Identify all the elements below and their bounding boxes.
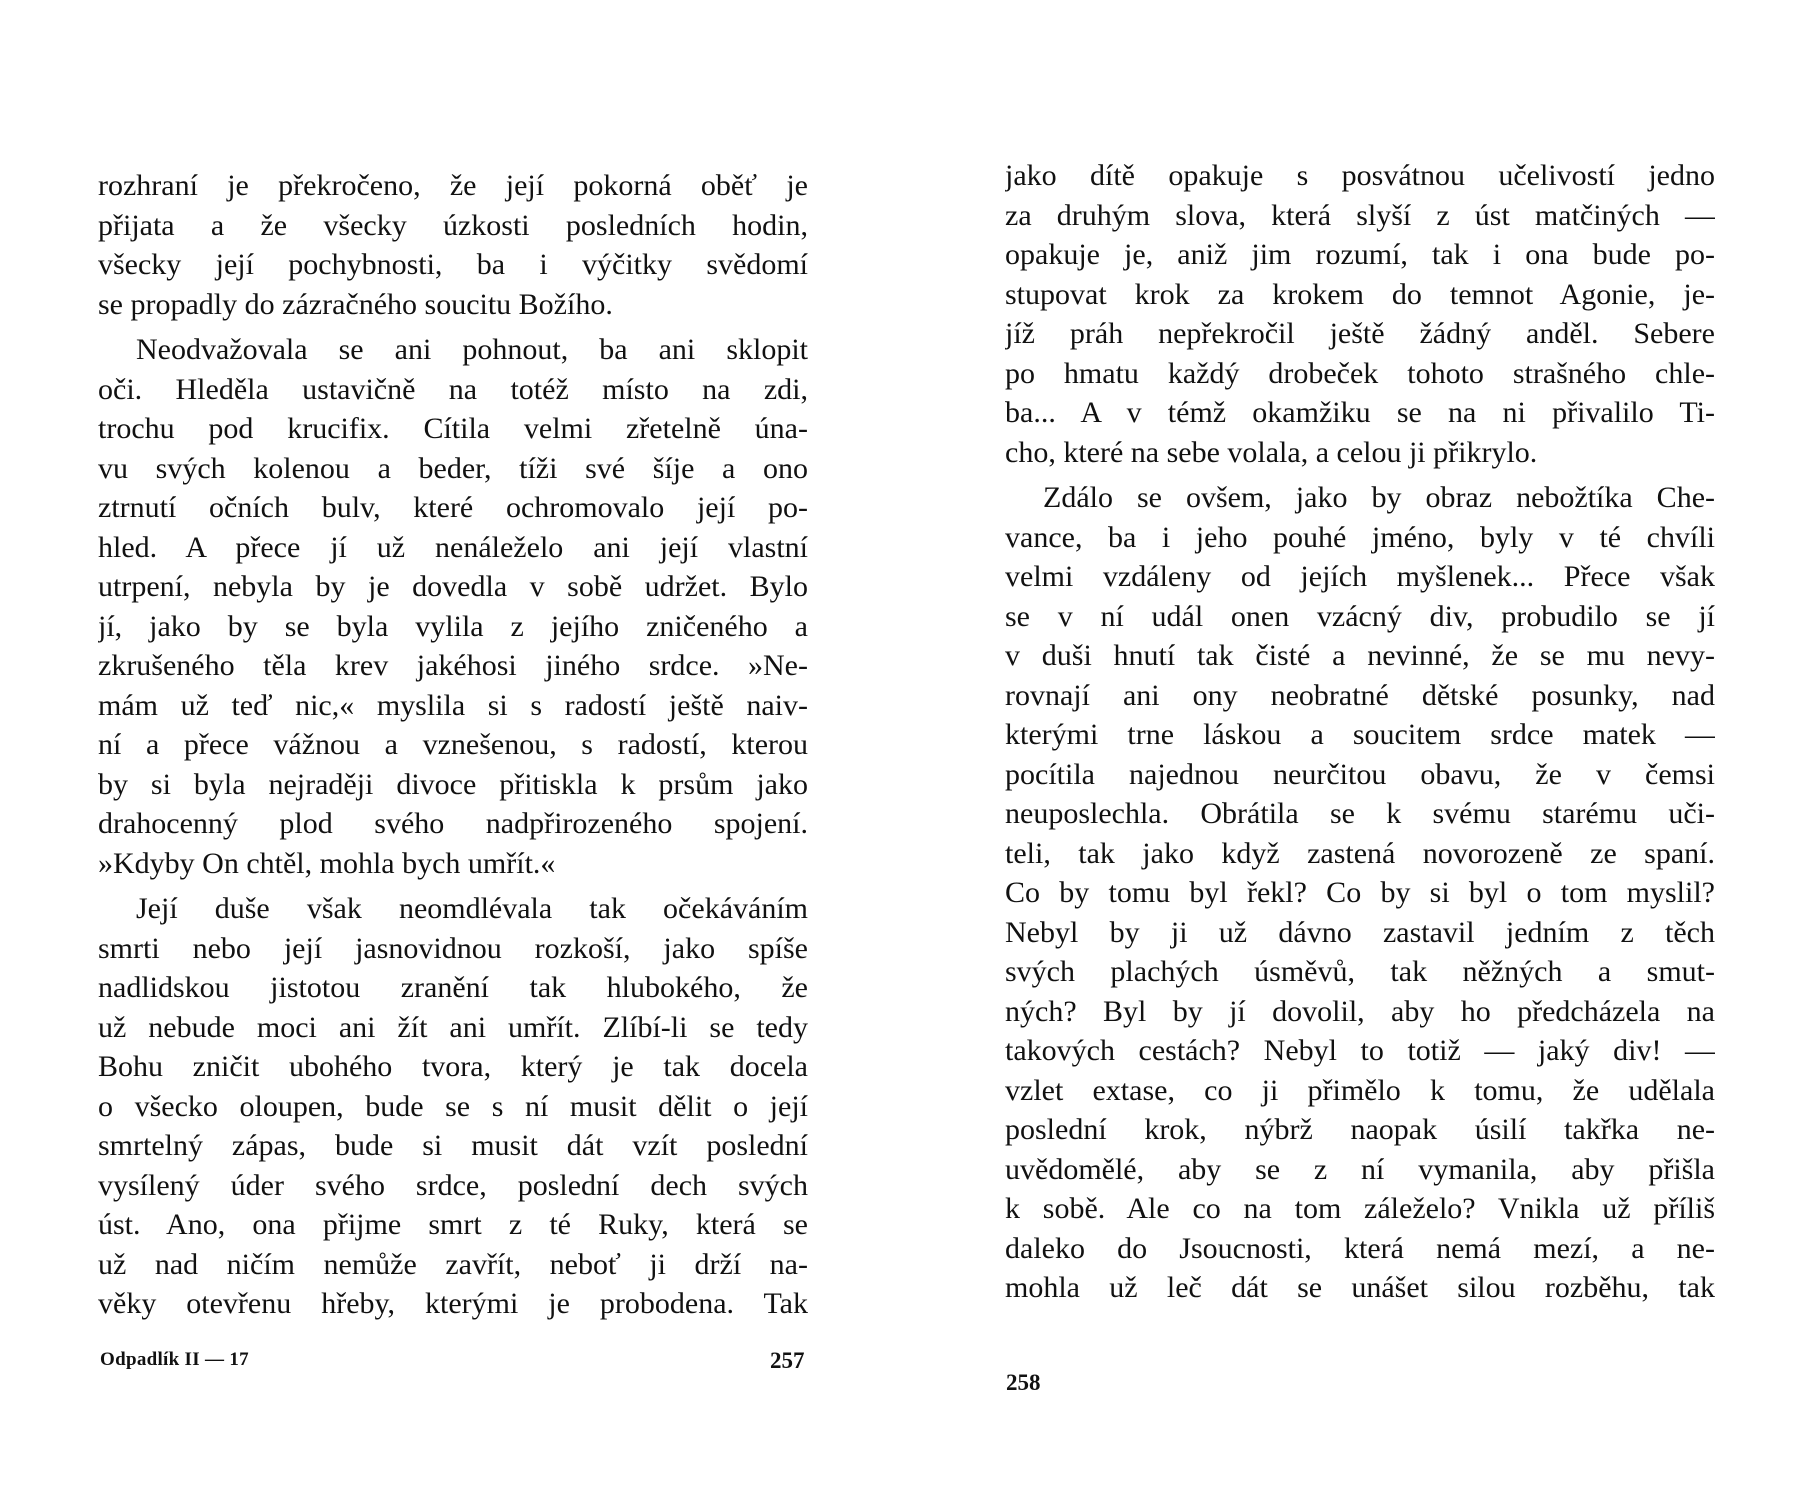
text-line: mohla už leč dát se unášet silou rozběhu, tak [1005, 1271, 1715, 1304]
paragraph [1005, 478, 1715, 1308]
text-line: smrti nebo její jasnovidnou rozkoší, jako spíše [98, 931, 808, 965]
text-line: pocítila najednou neurčitou obavu, že v čemsi [1005, 757, 1715, 791]
text-line: ztrnutí očních bulv, které ochromovalo její po- [98, 491, 808, 524]
text-line: utrpení, nebyla by je dovedla v sobě udržet. Bylo [98, 570, 808, 603]
text-line: v duši hnutí tak čisté a nevinné, že se mu nevy- [1005, 639, 1715, 672]
signature-mark: Odpadlík II — 17 [100, 1349, 249, 1370]
text-line: cho, které na sebe volala, a celou ji přikrylo. [1005, 435, 1538, 469]
text-line: rozhraní je překročeno, že její pokorná oběť je [98, 169, 808, 202]
text-line: zkrušeného těla krev jakéhosi jiného srdce. »Ne- [98, 649, 808, 682]
text-line: trochu pod krucifix. Cítila velmi zřetelně úna- [98, 412, 808, 445]
text-line: Bohu zničit ubohého tvora, který je tak docela [98, 1050, 808, 1083]
text-line: za druhým slova, která slyší z úst matčiných — [1005, 198, 1715, 232]
text-line: nadlidskou jistotou zranění tak hlubokého, že [98, 971, 808, 1004]
right-page-text [1005, 156, 1715, 1308]
text-line: o všecko oloupen, bude se s ní musit dělit o její [98, 1089, 808, 1123]
paragraph [1005, 156, 1715, 472]
text-line: vysílený úder svého srdce, poslední dech svých [98, 1168, 808, 1202]
paragraph [98, 889, 808, 1324]
text-line: daleko do Jsoucnosti, která nemá mezí, a ne- [1005, 1231, 1715, 1265]
text-line: přijata a že všecky úzkosti posledních hodin, [98, 208, 808, 242]
left-page-text [98, 166, 808, 1324]
text-line: už nebude moci ani žít ani umřít. Zlíbí-li se tedy [98, 1010, 808, 1044]
right-page [906, 0, 1812, 1500]
text-line: velmi vzdáleny od jejích myšlenek... Přece však [1005, 560, 1715, 593]
text-line: vance, ba i jeho pouhé jméno, byly v té chvíli [1005, 520, 1715, 554]
text-line: teli, tak jako když zastená novorozeně ze spaní. [1005, 836, 1715, 870]
text-line: k sobě. Ale co na tom záleželo? Vnikla už příliš [1005, 1192, 1715, 1225]
text-line: úst. Ano, ona přijme smrt z té Ruky, která se [98, 1208, 808, 1241]
text-line: po hmatu každý drobeček tohoto strašného chle- [1005, 356, 1715, 390]
text-line: se propadly do zázračného soucitu Božího. [98, 287, 613, 321]
text-line: vu svých kolenou a beder, tíži své šíje a ono [98, 451, 808, 485]
text-line: už nad ničím nemůže zavřít, neboť ji drží na- [98, 1247, 808, 1281]
page-number: 258 [1006, 1370, 1041, 1395]
text-line: hled. A přece jí už nenáleželo ani její vlastní [98, 530, 808, 564]
paragraph [98, 166, 808, 324]
text-line: svých plachých úsměvů, tak něžných a smut- [1005, 955, 1715, 988]
text-line: věky otevřenu hřeby, kterými je probodena. Tak [98, 1287, 808, 1320]
paragraph [98, 330, 808, 883]
text-line: ba... A v témž okamžiku se na ni přivalilo Ti- [1005, 396, 1715, 429]
text-line: poslední krok, nýbrž naopak úsilí takřka ne- [1005, 1113, 1715, 1146]
text-line: jíž práh nepřekročil ještě žádný anděl. Sebere [1005, 317, 1715, 350]
text-line: Nebyl by ji už dávno zastavil jedním z těch [1005, 915, 1715, 949]
text-line: všecky její pochybnosti, ba i výčitky svědomí [98, 248, 808, 281]
text-line: by si byla nejraději divoce přitiskla k prsům jako [98, 767, 808, 801]
text-line: vzlet extase, co ji přimělo k tomu, že udělala [1005, 1073, 1715, 1107]
text-line: jí, jako by se byla vylila z jejího zničeného a [98, 609, 808, 643]
text-line: se v ní udál onen vzácný div, probudilo se jí [1005, 599, 1715, 633]
text-line: Její duše však neomdlévala tak očekáváním [136, 892, 808, 925]
text-line: »Kdyby On chtěl, mohla bych umřít.« [98, 846, 556, 880]
text-line: oči. Hleděla ustavičně na totéž místo na zdi, [98, 372, 808, 406]
text-line: stupovat krok za krokem do temnot Agonie, je- [1005, 277, 1715, 311]
text-line: Zdálo se ovšem, jako by obraz nebožtíka Che- [1043, 481, 1715, 514]
text-line: jako dítě opakuje s posvátnou učelivostí jedno [1005, 159, 1715, 192]
text-line: drahocenný plod svého nadpřirozeného spojení. [98, 807, 808, 840]
page-number: 257 [770, 1348, 805, 1373]
text-line: Co by tomu byl řekl? Co by si byl o tom myslil? [1005, 876, 1715, 909]
text-line: neuposlechla. Obrátila se k svému starému uči- [1005, 797, 1715, 830]
text-line: opakuje je, aniž jim rozumí, tak i ona bude po- [1005, 238, 1715, 271]
text-line: ní a přece vážnou a vznešenou, s radostí, kterou [98, 728, 808, 761]
text-line: mám už teď nic,« myslila si s radostí ještě naiv- [98, 688, 808, 722]
text-line: takových cestách? Nebyl to totiž — jaký div! — [1005, 1034, 1715, 1067]
text-line: kterými trne láskou a soucitem srdce matek — [1005, 718, 1715, 751]
text-line: uvědomělé, aby se z ní vymanila, aby přišla [1005, 1152, 1715, 1186]
text-line: smrtelný zápas, bude si musit dát vzít poslední [98, 1129, 808, 1162]
text-line: ných? Byl by jí dovolil, aby ho předcházela na [1005, 994, 1715, 1028]
text-line: Neodvažovala se ani pohnout, ba ani sklopit [136, 333, 808, 366]
text-line: rovnají ani ony neobratné dětské posunky, nad [1005, 678, 1715, 712]
